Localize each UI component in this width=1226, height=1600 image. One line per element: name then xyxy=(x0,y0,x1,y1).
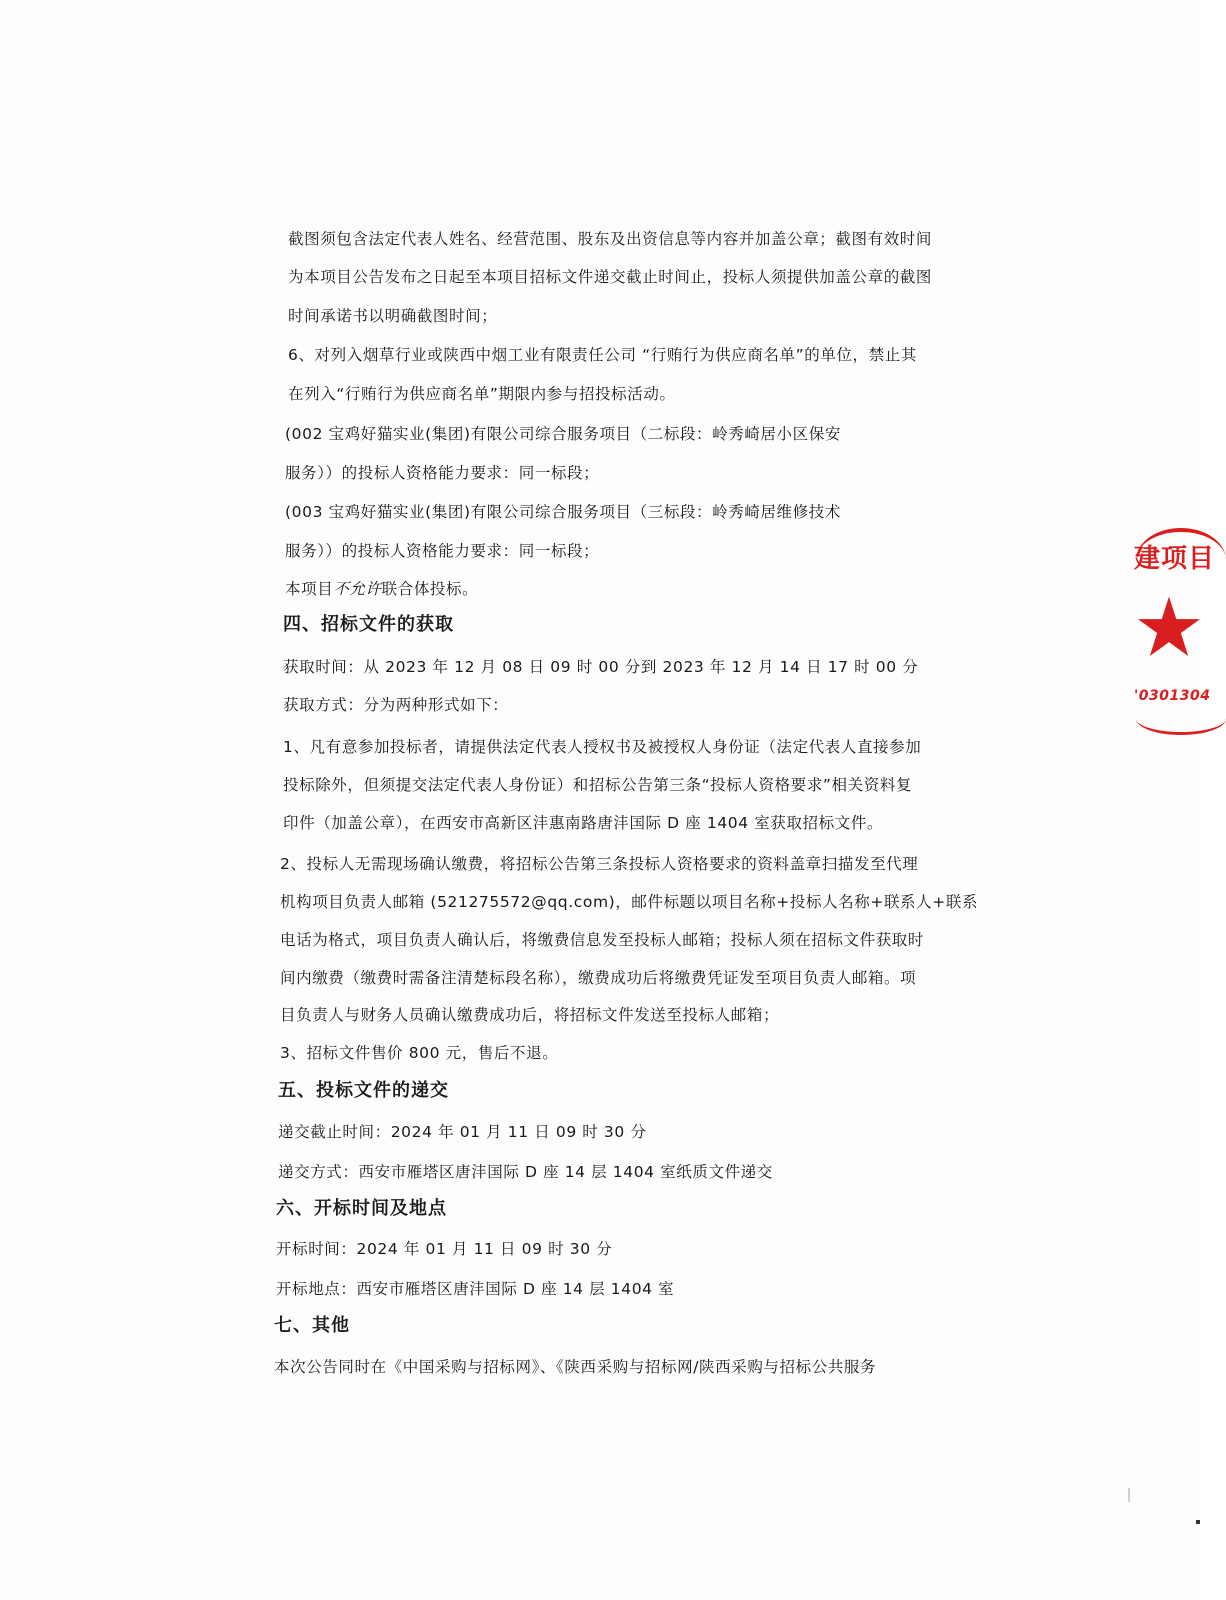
star-icon xyxy=(1136,594,1202,660)
text-line: 在列入“行贿行为供应商名单”期限内参与招投标活动。 xyxy=(288,385,676,403)
section-5-heading: 五、投标文件的递交 xyxy=(278,1080,449,1101)
text-line: 目负责人与财务人员确认缴费成功后，将招标文件发送至投标人邮箱； xyxy=(280,1006,780,1024)
text-line: 获取时间：从 2023 年 12 月 08 日 09 时 00 分到 2023 年 12 月 14 日 17 时 00 分 xyxy=(283,658,919,676)
text-line: 2、投标人无需现场确认缴费，将招标公告第三条投标人资格要求的资料盖章扫描发至代理 xyxy=(280,855,919,873)
seal-top-text: 建项目 xyxy=(1134,544,1216,574)
text-line: 为本项目公告发布之日起至本项目招标文件递交截止时间止，投标人须提供加盖公章的截图 xyxy=(288,268,933,286)
section-6-heading: 六、开标时间及地点 xyxy=(276,1198,447,1219)
text-line: 开标地点：西安市雁塔区唐沣国际 D 座 14 层 1404 室 xyxy=(276,1280,675,1298)
text-line: 获取方式：分为两种形式如下： xyxy=(283,696,509,714)
consortium-emphasis: 不允许 xyxy=(333,580,382,598)
text-line: 服务））的投标人资格能力要求：同一标段； xyxy=(285,464,600,482)
section-7-heading: 七、其他 xyxy=(274,1315,350,1336)
seal-code-text: '0301304 xyxy=(1134,688,1211,704)
text-line: 递交方式：西安市雁塔区唐沣国际 D 座 14 层 1404 室纸质文件递交 xyxy=(278,1163,773,1181)
text-line: 1、凡有意参加投标者，请提供法定代表人授权书及被授权人身份证（法定代表人直接参加 xyxy=(283,738,922,756)
text-line: 6、对列入烟草行业或陕西中烟工业有限责任公司 “行贿行为供应商名单”的单位，禁止其 xyxy=(288,346,917,364)
scan-artifact xyxy=(1196,1520,1200,1524)
text-line: (002 宝鸡好猫实业(集团)有限公司综合服务项目（二标段：岭秀崎居小区保安 xyxy=(285,425,841,443)
consortium-after: 联合体投标。 xyxy=(381,580,479,598)
seal-bottom-ring xyxy=(1136,702,1226,735)
company-seal xyxy=(1128,528,1216,738)
text-line: 投标除外，但须提交法定代表人身份证）和招标公告第三条“投标人资格要求”相关资料复 xyxy=(283,776,913,794)
text-line: 印件（加盖公章），在西安市高新区沣惠南路唐沣国际 D 座 1404 室获取招标文件。 xyxy=(283,814,884,832)
text-line: 截图须包含法定代表人姓名、经营范围、股东及出资信息等内容并加盖公章；截图有效时间 xyxy=(288,230,933,248)
scan-artifact xyxy=(1128,1488,1130,1502)
text-line: 机构项目负责人邮箱 (521275572@qq.com)，邮件标题以项目名称+投标人名称+联系人+联系 xyxy=(280,893,979,911)
text-line: 递交截止时间：2024 年 01 月 11 日 09 时 30 分 xyxy=(278,1123,647,1141)
text-line: 间内缴费（缴费时需备注清楚标段名称），缴费成功后将缴费凭证发至项目负责人邮箱。项 xyxy=(280,969,917,987)
text-line: 3、招标文件售价 800 元，售后不退。 xyxy=(280,1044,559,1062)
text-line: (003 宝鸡好猫实业(集团)有限公司综合服务项目（三标段：岭秀崎居维修技术 xyxy=(285,503,841,521)
text-line: 本次公告同时在《中国采购与招标网》、《陕西采购与招标网/陕西采购与招标公共服务 xyxy=(274,1358,877,1376)
text-line: 电话为格式，项目负责人确认后，将缴费信息发至投标人邮箱；投标人须在招标文件获取时 xyxy=(280,931,925,949)
text-line: 开标时间：2024 年 01 月 11 日 09 时 30 分 xyxy=(276,1240,613,1258)
section-4-heading: 四、招标文件的获取 xyxy=(283,614,454,635)
text-line: 服务））的投标人资格能力要求：同一标段； xyxy=(285,542,600,560)
text-line: 时间承诺书以明确截图时间； xyxy=(288,307,498,325)
consortium-line xyxy=(285,578,478,600)
consortium-before: 本项目 xyxy=(285,580,334,598)
